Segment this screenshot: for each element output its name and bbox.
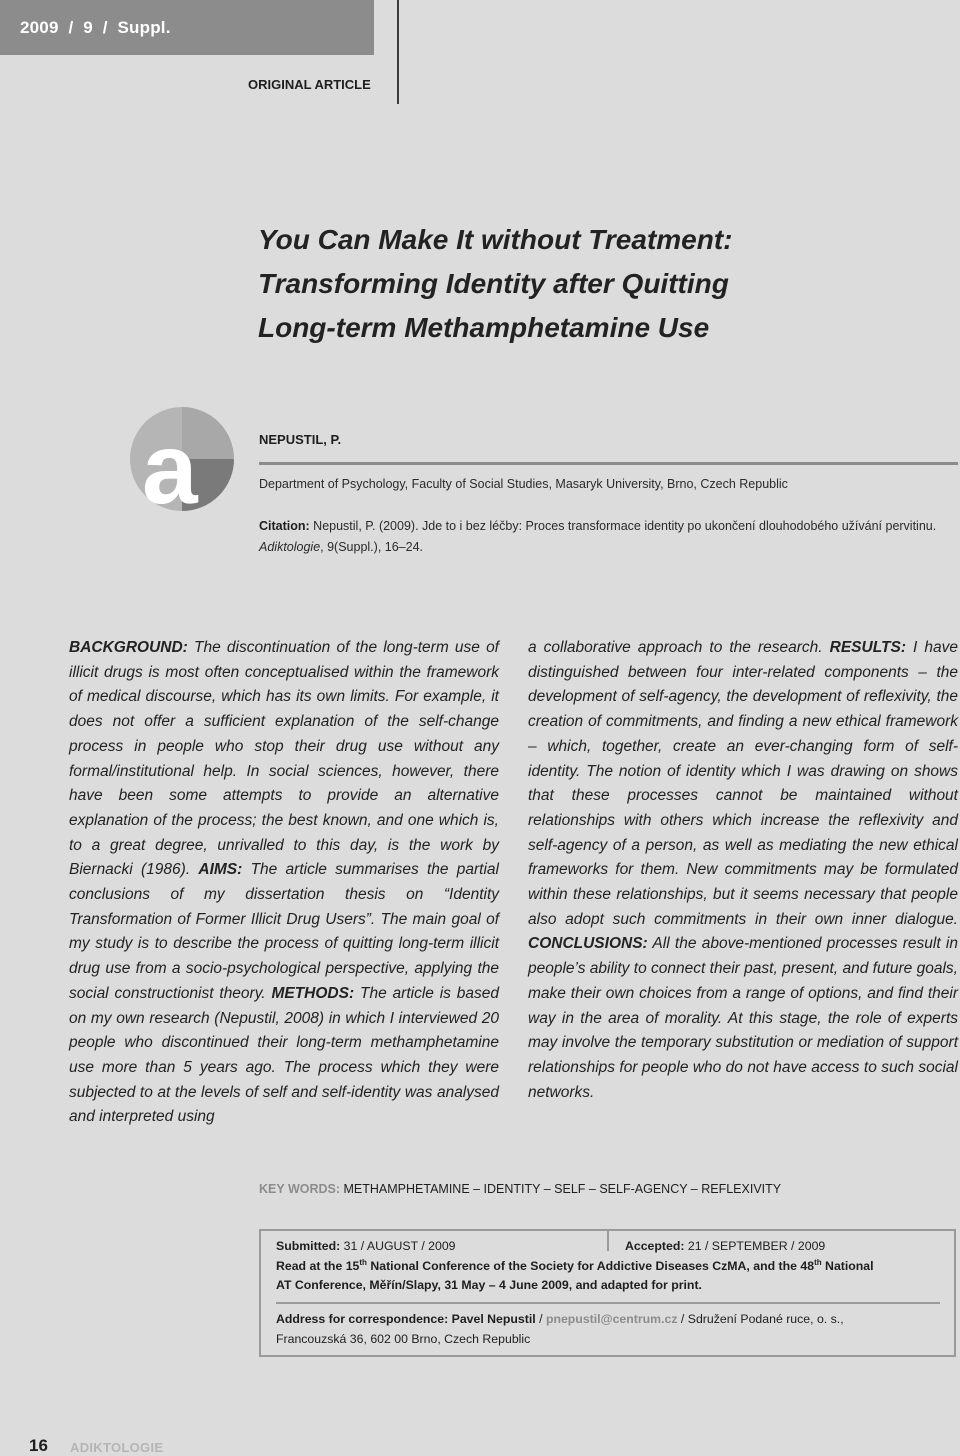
abstract-aims-text: The article summarises the partial conclusions of my dissertation thesis on “Identity Transformation of Former Illicit Drug Users”. The main goal of my study is to describe the process of quitting long-term illicit drug use from a socio-psychological perspective, applying the social constructionist theory. (69, 861, 499, 1002)
section-label: ORIGINAL ARTICLE (248, 77, 371, 92)
footer-journal-name: ADIKTOLOGIE (70, 1440, 164, 1455)
address-organisation: / Sdružení Podané ruce, o. s., (677, 1312, 844, 1326)
abstract-background-text: The discontinuation of the long-term use of illicit drugs is most often conceptualised within the framework of medical discourse, which has its own limits. For example, it does not offer a sufficient explanation of the self-change process in people who stop their drug use without any formal/institutional help. In social sciences, however, there have been some attempts to provide an alternative explanation of the process; the best known, and one which is, to a great degree, unrivalled to this day, is the work by Biernacki (1986). (69, 639, 499, 879)
address-line-2: Francouzská 36, 602 00 Brno, Czech Republic (276, 1332, 531, 1346)
submitted-value: 31 / AUGUST / 2009 (340, 1239, 456, 1253)
read-at-sup-2: th (814, 1258, 822, 1267)
issue-label: 2009 / 9 / Suppl. (20, 18, 171, 37)
svg-text:a: a (142, 413, 198, 513)
citation (259, 516, 959, 558)
abstract-right-column (528, 636, 958, 1105)
address-name: Pavel Nepustil (448, 1312, 536, 1326)
abstract-aims-label: AIMS: (198, 861, 243, 879)
author-divider (259, 462, 958, 465)
abstract-methods-text: The article is based on my own research (Nepustil, 2008) in which I interviewed 20 people who discontinued their long-term methamphetamine use more than 5 years ago. The process which they were subjected to at the levels of self and self-identity was analysed and interpreted using (69, 984, 499, 1126)
abstract-background-label: BACKGROUND: (69, 639, 188, 656)
abstract-left-column (69, 636, 499, 1130)
keywords-label: KEY WORDS: (259, 1182, 341, 1196)
citation-details: , 9(Suppl.), 16–24. (320, 540, 424, 554)
abstract-methods-label: METHODS: (271, 984, 355, 1002)
title-line-1: You Can Make It without Treatment: (258, 224, 733, 255)
keywords-text: METHAMPHETAMINE – IDENTITY – SELF – SELF-AGENCY – REFLEXIVITY (340, 1182, 782, 1196)
page-number: 16 (29, 1436, 48, 1455)
read-at-line-1 (276, 1258, 874, 1273)
article-title (258, 218, 898, 350)
author: NEPUSTIL, P. (259, 432, 342, 447)
abstract-results-label: RESULTS: (829, 639, 906, 656)
read-at-text-c: National (821, 1259, 874, 1274)
box-divider (607, 1229, 609, 1251)
title-line-2: Transforming Identity after Quitting (258, 268, 729, 299)
submitted-label: Submitted: (276, 1239, 341, 1253)
address-label: Address for correspondence: (276, 1312, 449, 1326)
journal-logo-icon (128, 405, 236, 513)
accepted-value: 21 / SEPTEMBER / 2009 (684, 1239, 826, 1253)
read-at-line-2: AT Conference, Měřín/Slapy, 31 May – 4 June 2009, and adapted for print. (276, 1278, 702, 1292)
submitted-date (276, 1239, 456, 1253)
citation-journal: Adiktologie (259, 540, 321, 554)
abstract-conclusions-text: All the above-mentioned processes result in people’s ability to connect their past, present, and future goals, make their own choices from a range of options, and find their way in the area of morality. At this stage, the role of experts may involve the temporary substitution or mediation of support relationships for people who do not have access to such social networks. (528, 935, 958, 1101)
affiliation: Department of Psychology, Faculty of Social Studies, Masaryk University, Brno, Czech Republic (259, 477, 788, 491)
citation-label: Citation: (259, 519, 310, 533)
accepted-label: Accepted: (625, 1239, 685, 1253)
box-inner-divider (276, 1302, 940, 1304)
keywords (259, 1182, 781, 1196)
header-divider (397, 0, 399, 104)
read-at-text-a: Read at the 15 (276, 1259, 360, 1274)
email-link[interactable]: pnepustil@centrum.cz (545, 1312, 678, 1326)
citation-text: Nepustil, P. (2009). Jde to i bez léčby: Proces transformace identity po ukončení dlouhodobého užívání pervitinu. (309, 519, 937, 533)
abstract-conclusions-label: CONCLUSIONS: (528, 935, 648, 953)
accepted-date (625, 1239, 825, 1253)
address-separator: / (535, 1312, 546, 1326)
abstract-methods-continued: a collaborative approach to the research. (528, 639, 830, 656)
correspondence-address (276, 1312, 844, 1326)
abstract-results-text: I have distinguished between four inter-related components – the development of self-agency, the development of reflexivity, the creation of commitments, and finding a new ethical framework – which, together, create an ever-changing form of self-identity. The notion of identity which I was drawing on shows that these processes cannot be maintained without relationships with others which increase the reflexivity and self-agency of a person, as well as mediating the new ethical frameworks for them. New commitments may be formulated within these relationships, but it seems necessary that people also adopt such commitments in their own inner dialogue. (528, 639, 959, 928)
read-at-sup-1: th (359, 1258, 367, 1267)
read-at-text-b: National Conference of the Society for Addictive Diseases CzMA, and the 48 (366, 1259, 815, 1274)
title-line-3: Long-term Methamphetamine Use (258, 312, 710, 343)
